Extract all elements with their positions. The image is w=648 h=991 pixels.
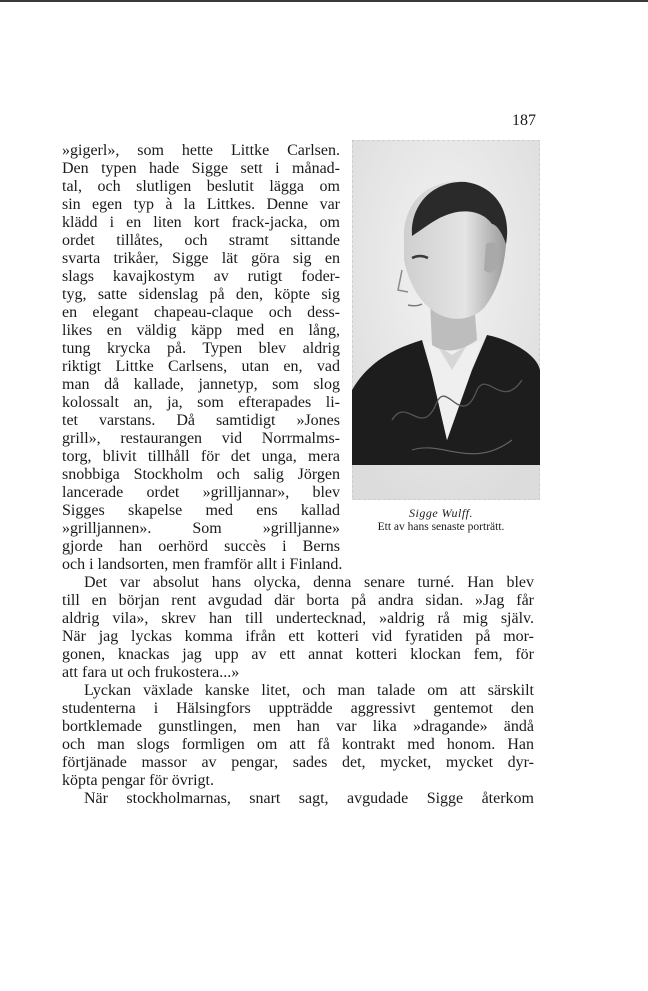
text-line: Sigges skapelse med ens kallad xyxy=(62,502,340,519)
text-line: tal, och slutligen beslutit lägga om xyxy=(62,178,340,195)
text-line: riktigt Littke Carlsens, utan en, vad xyxy=(62,358,340,375)
text-line: man då kallade, jannetyp, som slog xyxy=(62,376,340,393)
text-line: tyg, satte sidenslag på den, köpte sig xyxy=(62,286,340,303)
text-line: När jag lyckas komma ifrån ett kotteri vid fyratiden på mor- xyxy=(62,628,534,645)
text-line: aldrig vila», skrev han till undertecknad, »aldrig rå mig själv. xyxy=(62,610,534,627)
text-line: torg, blivit tillhåll för det unga, mera xyxy=(62,448,340,465)
text-line: förtjänade massor av pengar, sades det, mycket, mycket dyr- xyxy=(62,754,534,771)
text-line: När stockholmarnas, snart sagt, avgudade Sigge återkom xyxy=(84,790,534,807)
page-number: 187 xyxy=(512,112,536,129)
text-line: »gigerl», som hette Littke Carlsen. xyxy=(62,142,340,159)
text-line: »grilljannen». Som »grilljanne» xyxy=(62,520,340,537)
text-line: sin egen typ à la Littkes. Denne var xyxy=(62,196,340,213)
text-line: grill», restaurangen vid Norrmalms- xyxy=(62,430,340,447)
text-line: slags kavajkostym av rutigt foder- xyxy=(62,268,340,285)
text-line: gonen, knackas jag upp av ett annat kotteri klockan fem, för xyxy=(62,646,534,663)
text-line: klädd i en liten kort frack-jacka, om xyxy=(62,214,340,231)
text-line: och man slogs formligen om att få kontrakt med honom. Han xyxy=(62,736,534,753)
text-line: Den typen hade Sigge sett i månad- xyxy=(62,160,340,177)
text-line: bortklemade gunstlingen, men han var lika »dragande» ändå xyxy=(62,718,534,735)
figure-caption-title: Sigge Wulff. xyxy=(409,506,473,520)
text-line: tung krycka på. Typen blev aldrig xyxy=(62,340,340,357)
text-line: kolossalt an, ja, som efterapades li- xyxy=(62,394,340,411)
text-line: Lyckan växlade kanske litet, och man talade om att särskilt xyxy=(84,682,534,699)
text-line: studenterna i Hälsingfors uppträdde aggressivt gentemot den xyxy=(62,700,534,717)
text-line: att fara ut och frukostera...» xyxy=(62,664,240,681)
text-line: svarta trikåer, Sigge lät göra sig en xyxy=(62,250,340,267)
text-line: tet varstans. Då samtidigt »Jones xyxy=(62,412,340,429)
text-line: en elegant chapeau-claque och dess- xyxy=(62,304,340,321)
text-line: Det var absolut hans olycka, denna senare turné. Han blev xyxy=(84,574,534,591)
text-line: och i landsorten, men framför allt i Finland. xyxy=(62,556,343,573)
text-line: gjorde han oerhörd succès i Berns xyxy=(62,538,340,555)
text-line: snobbiga Stockholm och salig Jörgen xyxy=(62,466,340,483)
text-line: lancerade ordet »grilljannar», blev xyxy=(62,484,340,501)
text-line: till en början rent avgudad där borta på andra sidan. »Jag får xyxy=(62,592,534,609)
text-line: köpta pengar för övrigt. xyxy=(62,772,214,789)
text-line: ordet tillåtes, och stramt sittande xyxy=(62,232,340,249)
figure-caption-text: Ett av hans senaste porträtt. xyxy=(377,521,505,533)
text-line: likes en väldig käpp med en lång, xyxy=(62,322,340,339)
